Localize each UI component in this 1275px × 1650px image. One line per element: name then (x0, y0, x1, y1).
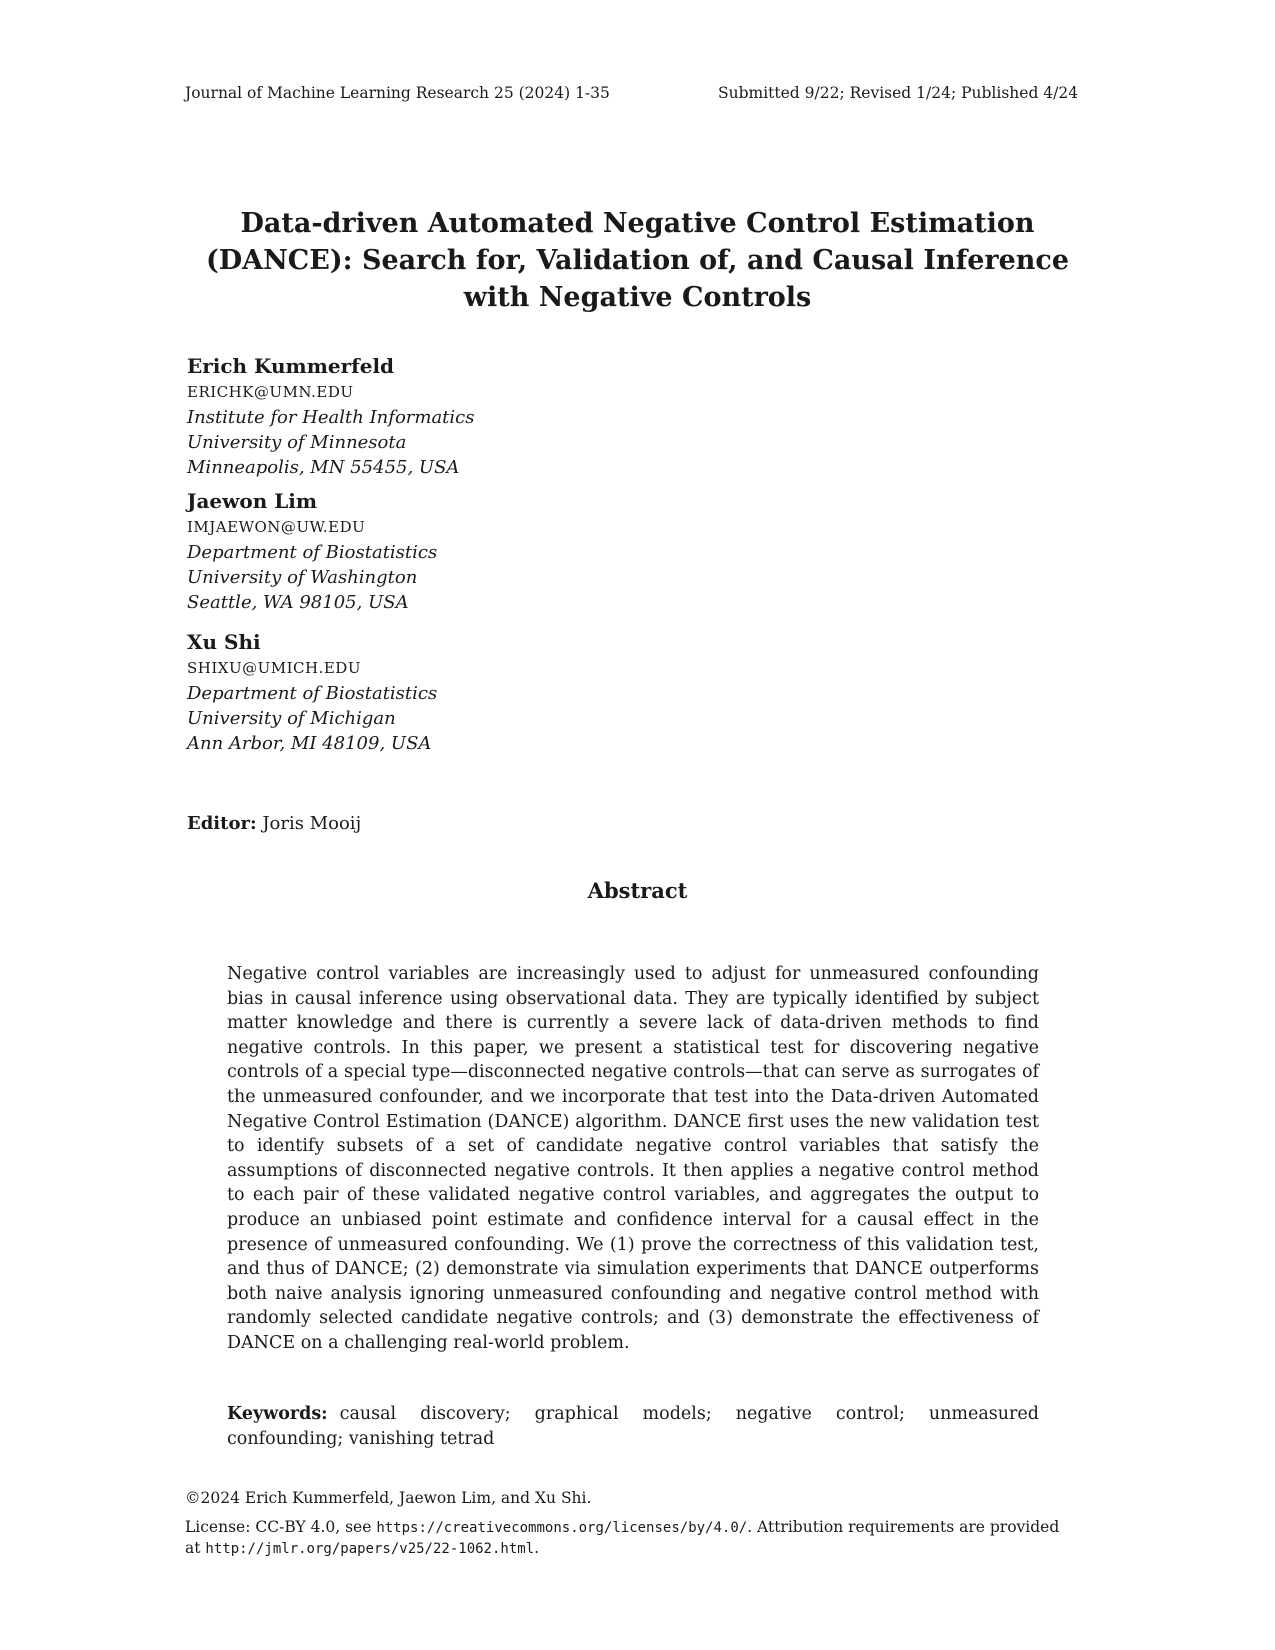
license-prefix: License: CC-BY 4.0, see (185, 1518, 377, 1536)
title-line-2: (DANCE): Search for, Validation of, and Causal Inference (205, 245, 1070, 276)
license-notice (185, 1517, 1060, 1559)
author-address: Minneapolis, MN 55455, USA (187, 457, 460, 478)
license-link[interactable]: https://creativecommons.org/licenses/by/4.0/ (376, 1520, 748, 1536)
editor-name: Joris Mooij (262, 813, 362, 834)
abstract-heading: Abstract (587, 878, 688, 903)
title-line-1: Data-driven Automated Negative Control Estimation (240, 208, 1035, 239)
author-university: University of Minnesota (187, 432, 407, 453)
author-department: Department of Biostatistics (187, 542, 438, 563)
abstract-text: Negative control variables are increasingly used to adjust for unmeasured confounding bias in causal inference using observational data. They are typically identified by subject matter knowledge and there is currently a severe lack of data-driven methods to find negative controls. In this paper, we present a statistical test for discovering negative controls of a special type—disconnected negative controls—that can serve as surrogates of the unmeasured confounder, and we incorporate that test into the Data-driven Automated Negative Control Estimation (DANCE) algorithm. DANCE first uses the new validation test to identify subsets of a set of candidate negative control variables that satisfy the assumptions of disconnected negative controls. It then applies a negative control method to each pair of these validated negative control variables, and aggregates the output to produce an unbiased point estimate and confidence interval for a causal effect in the presence of unmeasured confounding. We (1) prove the correctness of this validation test, and thus of DANCE; (2) demonstrate via simulation experiments that DANCE outperforms both naive analysis ignoring unmeasured confounding and negative control method with randomly selected candidate negative controls; and (3) demonstrate the effectiveness of DANCE on a challenging real-world problem. (227, 964, 1039, 1353)
author-block (187, 352, 475, 480)
author-name: Jaewon Lim (187, 489, 318, 513)
author-name: Erich Kummerfeld (187, 354, 395, 378)
author-email: IMJAEWON@UW.EDU (187, 518, 366, 536)
editor-line (187, 813, 361, 834)
author-email: SHIXU@UMICH.EDU (187, 659, 361, 677)
keywords-label: Keywords: (227, 1404, 328, 1424)
author-address: Ann Arbor, MI 48109, USA (187, 733, 432, 754)
keywords-line (227, 1402, 1039, 1451)
copyright-notice: ©2024 Erich Kummerfeld, Jaewon Lim, and Xu Shi. (185, 1489, 592, 1507)
author-block (187, 628, 437, 756)
author-university: University of Michigan (187, 708, 396, 729)
author-university: University of Washington (187, 567, 418, 588)
author-department: Institute for Health Informatics (187, 407, 475, 428)
submission-dates: Submitted 9/22; Revised 1/24; Published 4/24 (718, 84, 1079, 102)
keywords-text: causal discovery; graphical models; negative control; unmeasured confounding; vanishing tetrad (227, 1404, 1039, 1449)
author-email: ERICHK@UMN.EDU (187, 383, 354, 401)
editor-label: Editor: (187, 813, 257, 834)
license-end: . (534, 1539, 540, 1557)
license-middle: . Attribution requirements are provided at (185, 1518, 1060, 1557)
author-block (187, 487, 437, 615)
title-line-3: with Negative Controls (463, 282, 812, 313)
attribution-link[interactable]: http://jmlr.org/papers/v25/22-1062.html (205, 1541, 535, 1557)
journal-header: Journal of Machine Learning Research 25 (2024) 1-35 (185, 84, 610, 102)
author-department: Department of Biostatistics (187, 683, 438, 704)
paper-title (140, 205, 1135, 316)
author-address: Seattle, WA 98105, USA (187, 592, 409, 613)
author-name: Xu Shi (187, 630, 261, 654)
